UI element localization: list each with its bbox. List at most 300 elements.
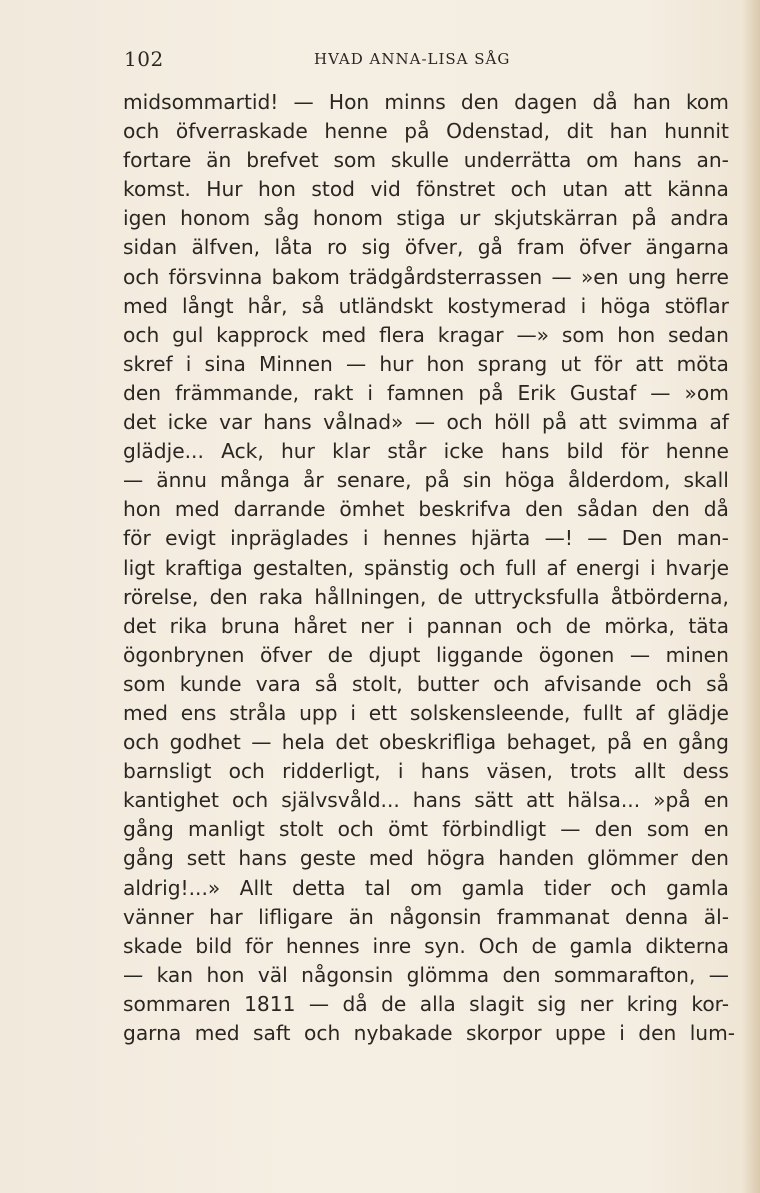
text-line: [123, 321, 729, 350]
word: hon: [123, 497, 161, 522]
word: Hon: [328, 90, 370, 114]
word: låta: [274, 235, 313, 260]
word: igen: [123, 206, 167, 231]
word: de: [565, 613, 591, 638]
word: kapprock: [216, 322, 309, 347]
word: och: [123, 264, 160, 289]
word: han: [609, 119, 648, 144]
word: än: [206, 148, 232, 173]
word: dit: [566, 119, 594, 144]
word: gul: [172, 322, 204, 347]
word: kring: [626, 991, 678, 1016]
word: om: [586, 148, 619, 173]
word: många: [219, 468, 290, 493]
word: hon: [206, 962, 245, 987]
word: kraftiga: [164, 555, 243, 580]
word: gamla: [461, 875, 525, 900]
word: hennes: [382, 526, 457, 551]
word: den: [209, 584, 248, 609]
word: lifligare: [258, 904, 334, 929]
text-line: [123, 903, 729, 932]
word: som: [333, 148, 377, 173]
word: ligt: [123, 555, 155, 580]
word: öfver,: [404, 235, 464, 260]
word: sommarafton,: [553, 962, 696, 987]
word: stiga: [396, 206, 446, 231]
word: hälsa...: [567, 788, 641, 813]
word: gång: [123, 817, 174, 842]
word: Erik: [517, 380, 556, 405]
word: dikterna: [645, 933, 729, 958]
text-line: [123, 612, 729, 641]
word: på: [541, 410, 568, 435]
word: öfverraskade: [175, 119, 308, 144]
word: icke: [167, 410, 208, 435]
word: midsommartid!: [123, 90, 279, 114]
word: den: [651, 497, 690, 522]
word: utländskt: [338, 293, 434, 318]
word: i: [649, 555, 656, 580]
word: hon: [426, 351, 465, 376]
word: alla: [419, 991, 456, 1016]
word: vänner: [123, 904, 194, 929]
word: fönstret: [416, 177, 496, 202]
word: rakt: [313, 380, 354, 405]
word: på: [478, 380, 504, 405]
word: med: [174, 497, 220, 522]
word: glömmer: [587, 846, 678, 871]
word: det: [123, 410, 157, 435]
word: i: [362, 526, 369, 551]
text-line: [123, 699, 729, 728]
word: stolt,: [351, 671, 403, 696]
text-line: [123, 292, 729, 321]
word: åtbörderna,: [610, 584, 729, 609]
word: med: [123, 700, 168, 725]
word: sett: [186, 846, 226, 871]
word: ett: [368, 700, 398, 725]
word: att: [578, 410, 607, 435]
word: dess: [682, 759, 729, 784]
word: en: [703, 817, 729, 842]
word: förbindligt: [442, 817, 546, 842]
word: de: [327, 642, 353, 667]
word: på: [631, 206, 657, 231]
word: för: [594, 351, 623, 376]
word: hans: [412, 788, 462, 813]
word: den: [460, 90, 499, 114]
word: den: [690, 846, 729, 871]
word: hans: [633, 148, 682, 173]
word: höll: [494, 410, 531, 435]
word: gång: [123, 846, 174, 871]
word: han: [632, 90, 671, 114]
word: honom: [312, 206, 383, 231]
word: självsvåld...: [281, 788, 400, 813]
word: för: [245, 933, 273, 958]
word: en: [703, 788, 729, 813]
word: ögonen: [538, 642, 615, 667]
running-title: HVAD ANNA-LISA SÅG: [314, 50, 511, 68]
body-text: [123, 88, 736, 1048]
word: senare,: [336, 468, 412, 493]
word: någonsin: [301, 962, 394, 987]
word: ung: [627, 264, 667, 289]
word: högra: [426, 846, 486, 871]
word: Ack,: [221, 439, 264, 464]
word: i: [580, 293, 587, 318]
word: fullt: [583, 700, 623, 725]
word: tal: [364, 875, 391, 900]
word: Den: [621, 526, 663, 551]
word: fram: [517, 235, 565, 260]
word: behaget,: [506, 730, 597, 755]
text-line: [123, 815, 729, 844]
text-line: [123, 554, 729, 583]
word: gestalten,: [252, 555, 354, 580]
word: vid: [370, 177, 401, 202]
word: ut: [560, 351, 582, 376]
word: komst.: [123, 177, 191, 202]
word: —: [251, 730, 272, 755]
word: —: [551, 264, 572, 289]
word: »om: [684, 380, 729, 405]
word: —»: [516, 322, 549, 347]
word: hon: [617, 322, 656, 347]
word: Odenstad,: [446, 119, 551, 144]
text-line: [123, 874, 729, 903]
word: i: [367, 380, 373, 405]
word: af: [546, 555, 567, 580]
word: då: [342, 991, 368, 1016]
word: minen: [665, 642, 729, 667]
word: mörka,: [604, 613, 675, 638]
word: gamla: [666, 875, 729, 900]
text-line: [123, 990, 729, 1019]
word: försvinna: [168, 264, 263, 289]
text-line: [123, 495, 729, 524]
word: ömt: [388, 817, 429, 842]
word: med: [123, 293, 168, 318]
text-line: [123, 524, 729, 553]
word: gå: [477, 235, 503, 260]
word: och: [493, 671, 530, 696]
word: om: [410, 875, 443, 900]
word: står: [387, 439, 427, 464]
word: solskensleende,: [409, 700, 571, 725]
word: 1811: [244, 991, 296, 1016]
word: inre: [372, 933, 412, 958]
word: —: [708, 962, 729, 987]
page-edge-shadow: [742, 0, 760, 1193]
word: allt: [633, 759, 666, 784]
page-header: [124, 44, 728, 74]
word: denna: [625, 904, 689, 929]
text-line: [123, 379, 729, 408]
word: har: [209, 904, 243, 929]
word: tider: [543, 875, 591, 900]
word: öfver: [579, 235, 632, 260]
word: —: [123, 468, 144, 493]
word: den: [594, 817, 633, 842]
word: ögonbrynen: [123, 642, 245, 667]
word: —!: [544, 526, 573, 551]
word: honom: [180, 206, 251, 231]
word: ridderligt,: [282, 759, 381, 784]
word: trädgårdsterrassen: [349, 264, 543, 289]
word: hela: [281, 730, 325, 755]
text-line: [123, 88, 729, 117]
word: gamla: [569, 933, 633, 958]
word: vålnad»: [323, 410, 404, 435]
word: Allt: [239, 875, 273, 900]
word: uttrycksfulla: [473, 584, 600, 609]
word: —: [308, 991, 330, 1016]
word: trots: [570, 759, 617, 784]
word: flera: [379, 322, 425, 347]
text-line: [123, 437, 729, 466]
word: glädje: [667, 700, 729, 725]
word: och: [228, 759, 265, 784]
word: famnen: [387, 380, 465, 405]
word: bild: [566, 439, 604, 464]
word: var: [219, 410, 252, 435]
word: som: [561, 322, 605, 347]
text-line: [123, 146, 729, 175]
word: —: [346, 351, 367, 376]
word: af: [635, 700, 655, 725]
word: hon: [258, 177, 296, 202]
word: »en: [580, 264, 619, 289]
word: så: [706, 671, 729, 696]
word: kunde: [179, 671, 242, 696]
word: hennes: [285, 933, 360, 958]
text-line: [123, 961, 729, 990]
word: manligt: [188, 817, 265, 842]
word: skade: [123, 933, 183, 958]
word: spänstig: [363, 555, 450, 580]
text-line: [123, 117, 729, 146]
text-line: garna med saft och nybakade skorpor uppe i den lum-: [123, 1021, 736, 1045]
word: hjärta: [470, 526, 531, 551]
word: äl-: [703, 904, 729, 929]
word: —: [629, 642, 651, 667]
page-number: 102: [124, 47, 164, 71]
word: en: [642, 730, 668, 755]
word: af: [709, 410, 729, 435]
word: på: [424, 468, 450, 493]
word: öfver: [259, 642, 313, 667]
word: att: [526, 788, 555, 813]
word: godhet: [169, 730, 241, 755]
word: att: [623, 177, 652, 202]
word: för: [123, 526, 151, 551]
word: och: [610, 875, 647, 900]
word: ömhet: [339, 497, 405, 522]
word: —: [293, 90, 314, 114]
word: —: [587, 526, 608, 551]
word: skulle: [390, 148, 449, 173]
word: så: [301, 293, 325, 318]
word: man-: [676, 526, 729, 551]
word: sådan: [577, 497, 638, 522]
text-line: [123, 844, 729, 873]
text-line: [123, 670, 729, 699]
word: kragar: [437, 322, 504, 347]
word: ännu: [156, 468, 207, 493]
word: den: [123, 380, 162, 405]
word: på: [606, 730, 633, 755]
word: fortare: [123, 148, 192, 173]
word: stöflar: [664, 293, 729, 318]
word: stråla: [229, 700, 287, 725]
word: Hur: [206, 177, 243, 202]
word: sedan: [668, 322, 729, 347]
word: och: [459, 555, 496, 580]
word: ro: [327, 235, 348, 260]
word: minns: [384, 90, 446, 114]
word: darrande: [233, 497, 326, 522]
word: evigt: [165, 526, 216, 551]
word: i: [407, 613, 413, 638]
word: på: [404, 119, 430, 144]
word: beskrifva: [418, 497, 512, 522]
word: hans: [263, 410, 312, 435]
word: hvarje: [665, 555, 729, 580]
word: glömma: [406, 962, 490, 987]
word: som: [646, 817, 690, 842]
word: de: [381, 991, 407, 1016]
word: det: [335, 730, 369, 755]
word: energi: [575, 555, 640, 580]
word: sina: [204, 351, 246, 376]
word: an-: [696, 148, 729, 173]
word: för: [620, 439, 649, 464]
word: och: [231, 788, 269, 813]
word: kostymerad: [447, 293, 567, 318]
word: syn.: [424, 933, 466, 958]
word: bild: [195, 933, 233, 958]
word: brefvet: [246, 148, 319, 173]
word: andra: [670, 206, 729, 231]
word: sätt: [474, 788, 514, 813]
word: ens: [180, 700, 217, 725]
word: —: [123, 962, 144, 987]
text-line: [123, 728, 729, 757]
word: och: [446, 410, 483, 435]
word: glädje...: [123, 439, 204, 464]
word: ur: [459, 206, 481, 231]
word: rörelse,: [123, 584, 199, 609]
word: sig: [537, 991, 567, 1016]
word: och: [515, 613, 553, 638]
word: stod: [311, 177, 355, 202]
word: hans: [500, 439, 550, 464]
word: den: [525, 497, 564, 522]
word: raka: [258, 584, 304, 609]
word: än: [348, 904, 374, 929]
word: henne: [324, 119, 388, 144]
word: stolt: [279, 817, 324, 842]
text-line: [123, 233, 729, 262]
word: skref: [123, 351, 173, 376]
word: hur: [281, 439, 315, 464]
word: sin: [462, 468, 492, 493]
word: underrätta: [463, 148, 572, 173]
word: hans: [420, 759, 470, 784]
text-line: [123, 583, 729, 612]
word: rika: [169, 613, 208, 638]
word: sprang: [477, 351, 548, 376]
word: inpräglades: [230, 526, 349, 551]
word: sig: [361, 235, 391, 260]
word: dagen: [514, 90, 578, 114]
word: och: [123, 119, 160, 144]
word: barnsligt: [123, 759, 212, 784]
word: hunnit: [664, 119, 729, 144]
word: väl: [257, 962, 288, 987]
word: geste: [299, 846, 356, 871]
word: med: [368, 846, 414, 871]
text-line: [123, 350, 729, 379]
word: täta: [688, 613, 729, 638]
word: henne: [665, 439, 729, 464]
text-line: [123, 204, 729, 233]
word: upp: [299, 700, 338, 725]
word: »på: [653, 788, 691, 813]
word: vara: [255, 671, 301, 696]
word: som: [123, 671, 166, 696]
word: aldrig!...»: [123, 875, 221, 900]
word: i: [185, 351, 192, 376]
word: och: [510, 177, 547, 202]
word: ner: [360, 613, 394, 638]
word: kom: [685, 90, 729, 114]
word: svimma: [618, 410, 698, 435]
word: hår,: [247, 293, 288, 318]
word: skjutskärran: [493, 206, 618, 231]
word: herre: [675, 264, 729, 289]
word: och: [655, 671, 692, 696]
word: detta: [292, 875, 346, 900]
word: Minnen: [259, 351, 333, 376]
word: och: [337, 817, 374, 842]
word: afvisande: [543, 671, 642, 696]
word: i: [350, 700, 356, 725]
word: bakom: [271, 264, 340, 289]
text-line: [123, 786, 729, 815]
word: höga: [600, 293, 651, 318]
word: utan: [562, 177, 609, 202]
word: väsen,: [486, 759, 553, 784]
text-line: [123, 263, 729, 292]
word: klar: [332, 439, 371, 464]
word: så: [314, 671, 338, 696]
word: —: [560, 817, 581, 842]
word: långt: [182, 293, 234, 318]
word: någonsin: [389, 904, 482, 929]
word: djupt: [368, 642, 421, 667]
word: år: [303, 468, 324, 493]
word: känna: [667, 177, 729, 202]
word: bruna: [220, 613, 280, 638]
text-line: [123, 175, 729, 204]
word: sidan: [123, 235, 178, 260]
word: den: [502, 962, 541, 987]
word: handen: [498, 846, 575, 871]
text-line: [123, 932, 729, 961]
word: hur: [379, 351, 414, 376]
